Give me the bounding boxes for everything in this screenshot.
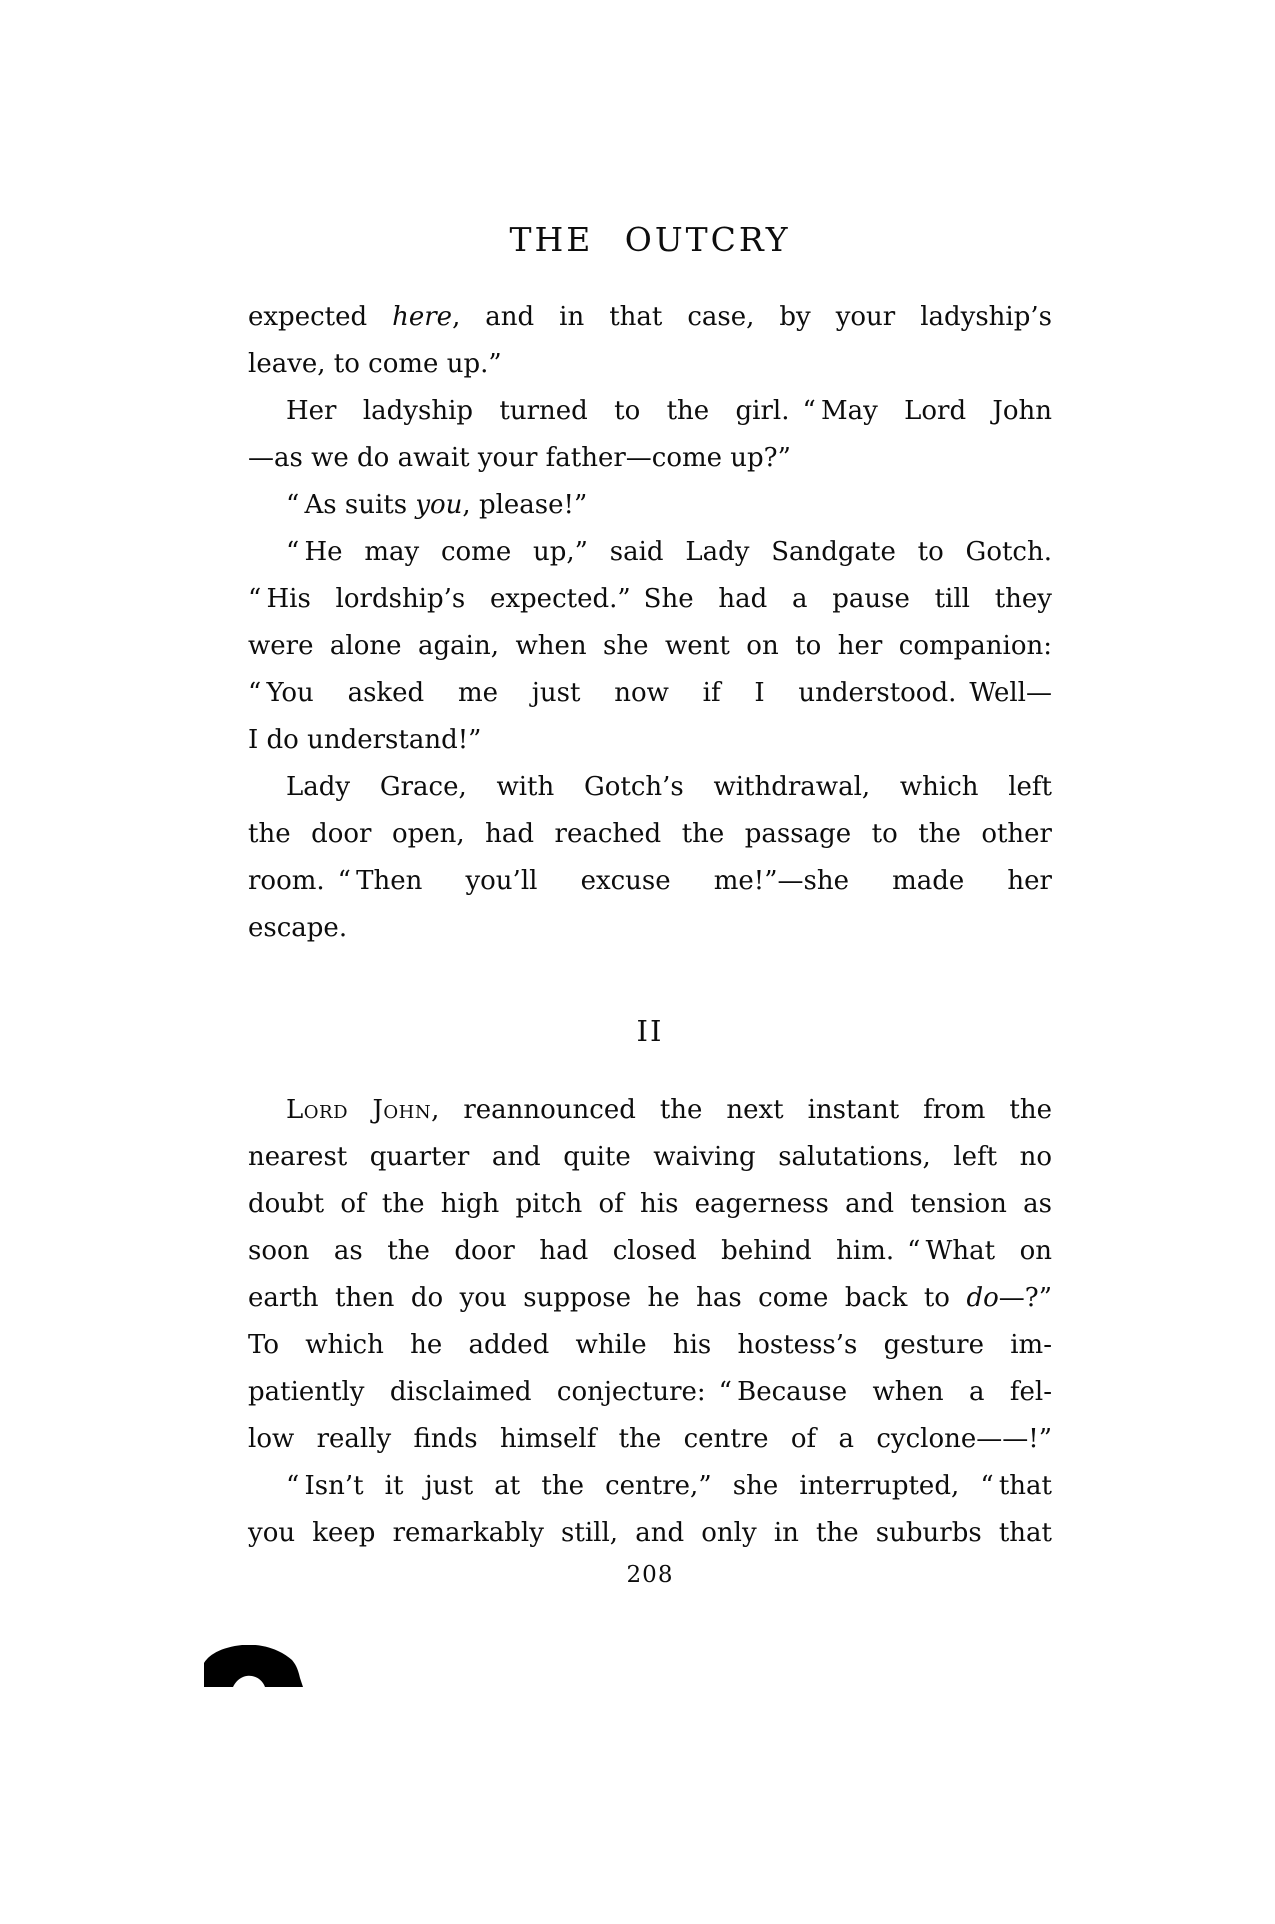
chapter-heading: II — [636, 1014, 664, 1048]
text-line — [248, 717, 1052, 764]
text-run: expected — [248, 302, 393, 332]
text-line — [248, 1322, 1052, 1369]
text-run: were alone again, when she went on to her companion: — [248, 631, 1052, 661]
text-run: escape. — [248, 913, 348, 943]
text-line — [248, 1087, 1052, 1134]
text-run: earth then do you suppose he has come back to — [248, 1283, 967, 1313]
body-text — [248, 294, 1052, 1590]
text-line — [248, 1416, 1052, 1463]
text-run: low really finds himself the centre of a cyclone——!” — [248, 1424, 1052, 1454]
text-line — [248, 623, 1052, 670]
page-number: 208 — [626, 1562, 674, 1588]
text-line — [248, 341, 1052, 388]
text-run: do — [966, 1283, 999, 1313]
text-line — [248, 905, 1052, 952]
text-line — [248, 670, 1052, 717]
text-line — [248, 1134, 1052, 1181]
text-line — [248, 1275, 1052, 1322]
running-header-title: THE OUTCRY — [509, 220, 791, 259]
text-line — [248, 435, 1052, 482]
text-run: you — [415, 490, 463, 520]
text-run: here — [392, 302, 453, 332]
text-run: “ Isn’t it just at the centre,” she interrupted, “ that — [286, 1471, 1052, 1501]
text-run: doubt of the high pitch of his eagerness and tension as — [248, 1189, 1052, 1219]
text-run: patiently disclaimed conjecture: “ Because when a fel- — [248, 1377, 1052, 1407]
ink-blot-artifact — [202, 1645, 303, 1687]
text-line — [248, 294, 1052, 341]
text-line — [248, 1510, 1052, 1557]
text-run: , please!” — [462, 490, 588, 520]
text-run: “ You asked me just now if I understood. Well— — [248, 678, 1052, 708]
ink-blot-shape — [204, 1645, 303, 1687]
text-run: Her ladyship turned to the girl. “ May Lord John — [286, 396, 1052, 426]
text-run: soon as the door had closed behind him. “ What on — [248, 1236, 1052, 1266]
text-line — [248, 811, 1052, 858]
text-run: —?” — [998, 1283, 1052, 1313]
text-run: , reannounced the next instant from the — [431, 1095, 1053, 1125]
text-line — [248, 858, 1052, 905]
text-run: , and in that case, by your ladyship’s — [452, 302, 1052, 332]
text-line — [248, 1369, 1052, 1416]
text-run: “ His lordship’s expected.” She had a pause till they — [248, 584, 1052, 614]
text-line — [248, 764, 1052, 811]
text-run: —as we do await your father—come up?” — [248, 443, 791, 473]
text-run: room. “ Then you’ll excuse me!”—she made her — [248, 866, 1052, 896]
text-run: you keep remarkably still, and only in the suburbs that — [248, 1518, 1052, 1548]
text-run: To which he added while his hostess’s gesture im- — [248, 1330, 1052, 1360]
text-line — [248, 1181, 1052, 1228]
text-run: Lord John — [286, 1095, 432, 1125]
text-run: “ He may come up,” said Lady Sandgate to Gotch. — [286, 537, 1052, 567]
text-line — [248, 1228, 1052, 1275]
text-run: I do understand!” — [248, 725, 482, 755]
text-line — [248, 482, 1052, 529]
text-line — [248, 388, 1052, 435]
text-line — [248, 576, 1052, 623]
text-run: leave, to come up.” — [248, 349, 502, 379]
text-line — [248, 529, 1052, 576]
text-run: “ As suits — [286, 490, 416, 520]
text-line — [248, 1463, 1052, 1510]
text-run: nearest quarter and quite waiving salutations, left no — [248, 1142, 1052, 1172]
text-run: Lady Grace, with Gotch’s withdrawal, which left — [286, 772, 1052, 802]
text-run: the door open, had reached the passage to the other — [248, 819, 1052, 849]
